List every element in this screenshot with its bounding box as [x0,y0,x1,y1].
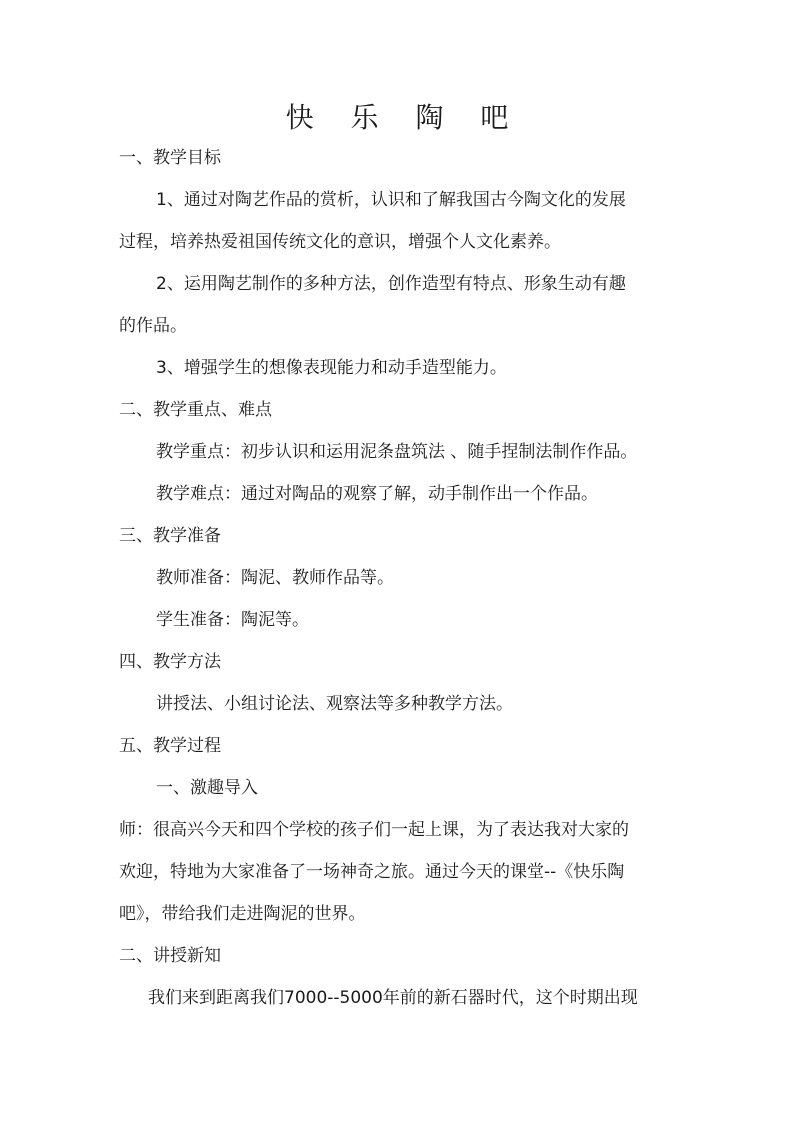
teacher-preparation: 教师准备：陶泥、教师作品等。 [156,568,394,588]
section-heading-objectives: 一、教学目标 [119,148,221,168]
subheading-new-knowledge: 二、讲授新知 [119,946,221,966]
section-heading-key-points: 二、教学重点、难点 [119,400,272,420]
objective-2-line-2: 的作品。 [119,316,187,336]
key-point: 教学重点：初步认识和运用泥条盘筑法 、随手捏制法制作作品。 [156,442,638,462]
objective-2-line-1: 2、运用陶艺制作的多种方法，创作造型有特点、形象生动有趣 [156,274,626,294]
section-heading-methods: 四、教学方法 [119,652,221,672]
objective-1-line-2: 过程，培养热爱祖国传统文化的意识，增强个人文化素养。 [119,232,561,252]
difficulty: 教学难点：通过对陶品的观察了解，动手制作出一个作品。 [156,484,598,504]
intro-paragraph-line-2: 欢迎，特地为大家准备了一场神奇之旅。通过今天的课堂--《快乐陶 [119,862,625,882]
subheading-introduction: 一、激趣导入 [156,778,258,798]
section-heading-preparation: 三、教学准备 [119,526,221,546]
objective-1-line-1: 1、通过对陶艺作品的赏析，认识和了解我国古今陶文化的发展 [156,190,626,210]
objective-3: 3、增强学生的想像表现能力和动手造型能力。 [156,358,507,378]
intro-paragraph-line-3: 吧》，带给我们走进陶泥的世界。 [119,904,366,924]
intro-paragraph-line-1: 师：很高兴今天和四个学校的孩子们一起上课，为了表达我对大家的 [119,820,629,840]
section-heading-process: 五、教学过程 [119,736,221,756]
page-title: 快 乐 陶 吧 [285,101,523,134]
student-preparation: 学生准备：陶泥等。 [156,610,309,630]
new-knowledge-paragraph-line-1: 我们来到距离我们7000--5000年前的新石器时代，这个时期出现 [148,988,638,1008]
teaching-methods: 讲授法、小组讨论法、观察法等多种教学方法。 [156,694,513,714]
